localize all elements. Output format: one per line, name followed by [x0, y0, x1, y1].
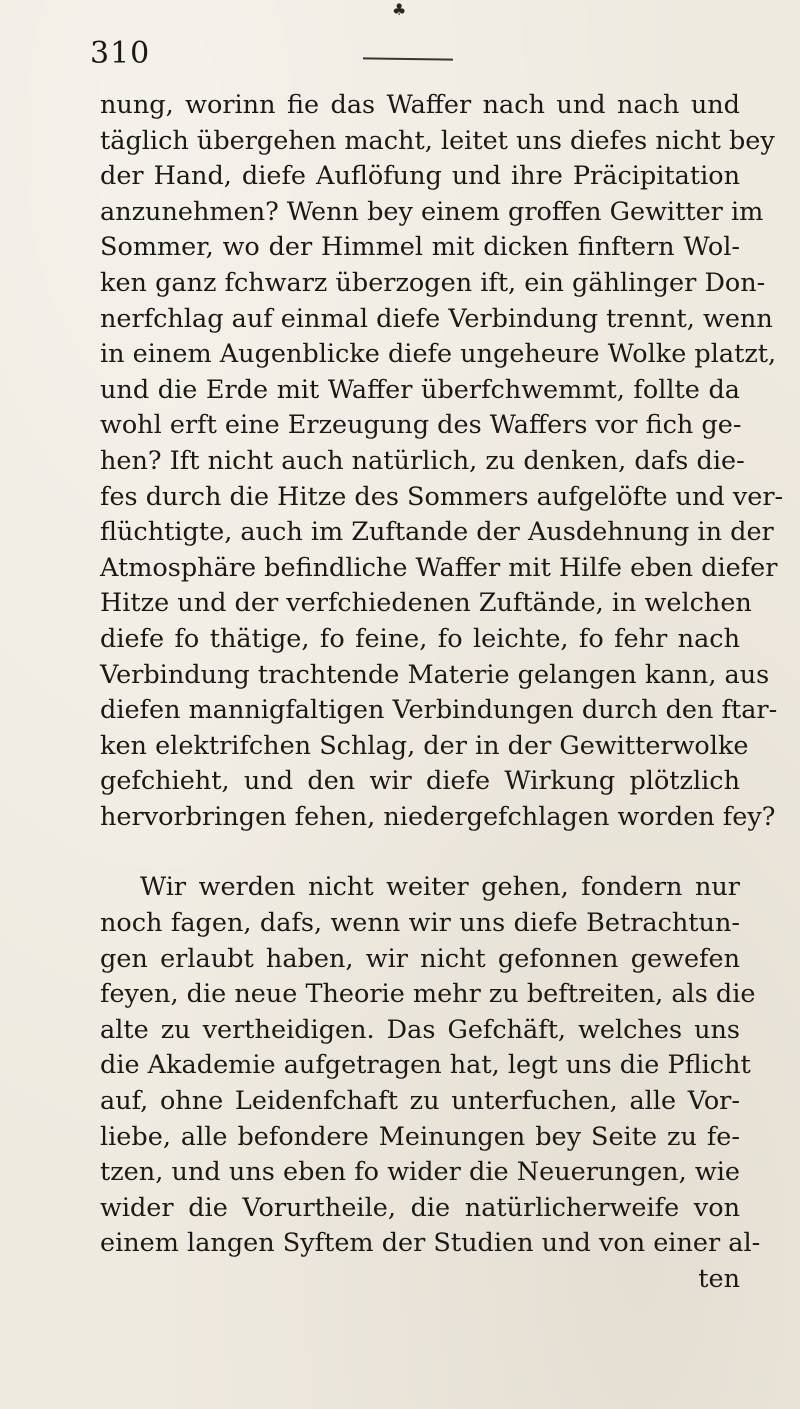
catchword: ten	[698, 1264, 740, 1294]
text-line: auf, ohne Leidenfchaft zu unterfuchen, alle Vor-	[100, 1086, 740, 1117]
text-line: wider die Vorurtheile, die natürlicherweife von	[100, 1192, 740, 1223]
text-line: hen? Ift nicht auch natürlich, zu denken, dafs die-	[100, 445, 745, 476]
text-line: fes durch die Hitze des Sommers aufgelöfte und ver-	[100, 481, 784, 512]
text-line: gefchieht, und den wir diefe Wirkung plötzlich	[100, 766, 740, 797]
text-line: der Hand, diefe Auflöfung und ihre Präcipitation	[100, 161, 740, 192]
text-line: einem langen Syftem der Studien und von einer al-	[100, 1228, 761, 1259]
text-line: wohl erft eine Erzeugung des Waffers vor fich ge-	[100, 410, 742, 441]
page-number: 310	[90, 36, 151, 71]
paragraph-gap	[100, 835, 740, 870]
paragraph-2	[100, 870, 761, 1262]
text-line: die Akademie aufgetragen hat, legt uns die Pflicht	[100, 1050, 751, 1081]
text-line: täglich übergehen macht, leitet uns diefes nicht bey	[100, 125, 775, 156]
text-line: ken ganz fchwarz überzogen ift, ein gählinger Don-	[100, 267, 766, 298]
text-line: gen erlaubt haben, wir nicht gefonnen gewefen	[100, 943, 740, 974]
text-line: Wir werden nicht weiter gehen, fondern nur	[140, 872, 740, 903]
text-line: ken elektrifchen Schlag, der in der Gewitterwolke	[100, 730, 749, 761]
text-line: Hitze und der verfchiedenen Zuftände, in welchen	[100, 588, 752, 619]
body-text	[100, 88, 784, 1298]
text-line: flüchtigte, auch im Zuftande der Ausdehnung in der	[100, 517, 774, 548]
text-line: diefe fo thätige, fo feine, fo leichte, fo fehr nach	[100, 623, 740, 654]
text-line: diefen mannigfaltigen Verbindungen durch den ftar-	[100, 695, 778, 726]
paragraph-1	[100, 88, 784, 835]
text-line: in einem Augenblicke diefe ungeheure Wolke platzt,	[100, 339, 777, 370]
text-line: noch fagen, dafs, wenn wir uns diefe Betrachtun-	[100, 908, 740, 939]
text-line: Sommer, wo der Himmel mit dicken finftern Wol-	[100, 232, 740, 263]
text-line: tzen, und uns eben fo wider die Neuerungen, wie	[100, 1157, 740, 1188]
text-line: liebe, alle befondere Meinungen bey Seite zu fe-	[100, 1121, 740, 1152]
text-line: und die Erde mit Waffer überfchwemmt, follte da	[100, 374, 740, 405]
header-rule	[363, 57, 453, 60]
text-line: alte zu vertheidigen. Das Gefchäft, welches uns	[100, 1014, 740, 1045]
text-line: hervorbringen fehen, niedergefchlagen worden fey?	[100, 801, 776, 832]
text-line: feyen, die neue Theorie mehr zu beftreiten, als die	[100, 979, 756, 1010]
text-line: Verbindung trachtende Materie gelangen kann, aus	[100, 659, 770, 690]
text-line: anzunehmen? Wenn bey einem groffen Gewitter im	[100, 196, 764, 227]
text-line: nung, worinn fie das Waffer nach und nach und	[100, 90, 740, 120]
text-line: Atmosphäre befindliche Waffer mit Hilfe eben diefer	[100, 552, 778, 583]
printer-ornament: ♣	[392, 0, 407, 19]
text-line: nerfchlag auf einmal diefe Verbindung trennt, wenn	[100, 303, 773, 334]
